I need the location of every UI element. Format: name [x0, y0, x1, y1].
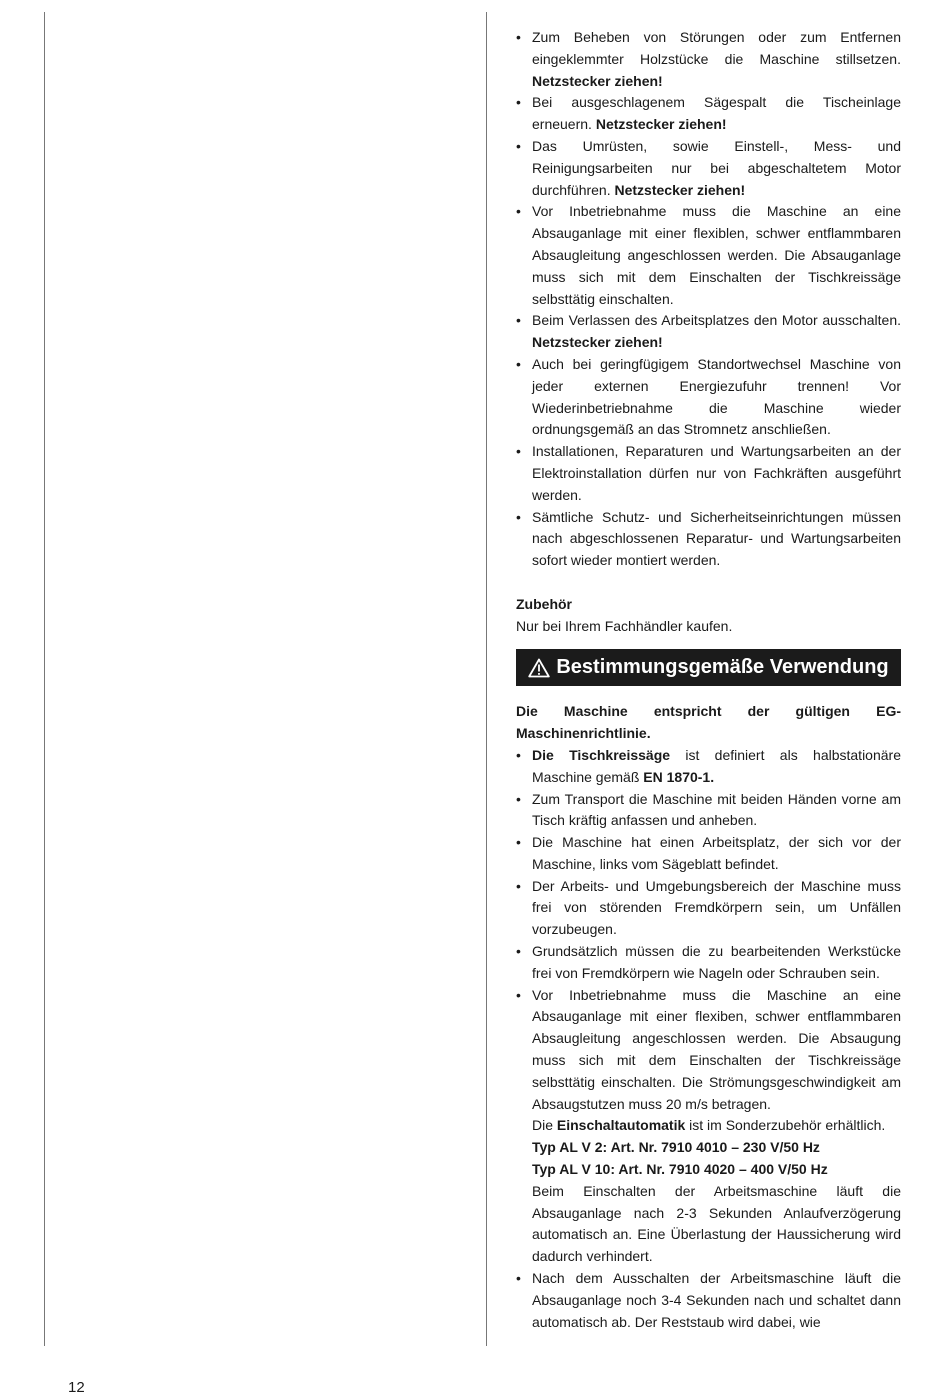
list-item: [516, 136, 901, 201]
unplug-warning: Netzstecker ziehen!: [532, 72, 663, 89]
unplug-warning: Netzstecker ziehen!: [595, 116, 727, 133]
list-item: [516, 310, 901, 354]
left-column-rule: [44, 12, 45, 1346]
item-text: Auch bei geringfügigem Standortwechsel Maschine von jeder externen Energiezufuhr trennen! Vor Wiederinbetriebnahme die Maschine wieder ordnungsgemäß an das Stromnetz anschließen.: [532, 355, 901, 438]
standard-ref: EN 1870-1.: [643, 768, 715, 785]
accessories-text: Nur bei Ihrem Fachhändler kaufen.: [516, 617, 733, 634]
product-name: Die Tischkreissäge: [532, 746, 671, 763]
usage-list: [516, 745, 901, 1334]
spacer: [516, 572, 901, 594]
unplug-warning: Netzstecker ziehen!: [532, 334, 663, 351]
item-text: Vor Inbetriebnahme muss die Maschine an eine Absauganlage mit einer flexiblen, schwer entflammbaren Absaugleitung angeschlossen werden. Die Absauganlage muss sich mit dem Einschalten der Tischkreissäge selbsttätig einschalten.: [532, 203, 901, 307]
item-paragraph: [532, 1115, 901, 1137]
list-item: [516, 745, 901, 789]
accessories-heading: Zubehör: [516, 595, 572, 612]
unplug-warning: Netzstecker ziehen!: [614, 181, 746, 198]
section-intro: Die Maschine entspricht der gültigen EG-Maschinenrichtlinie.: [516, 703, 901, 742]
list-item: [516, 354, 901, 441]
list-item: [516, 441, 901, 506]
model-spec-400v: Typ AL V 10: Art. Nr. 7910 4020 – 400 V/50 Hz: [532, 1161, 828, 1178]
item-text: Zum Beheben von Störungen oder zum Entfernen eingeklemmter Holzstücke die Maschine stillsetzen.: [532, 29, 901, 67]
list-item: [516, 201, 901, 310]
model-spec-230v: Typ AL V 2: Art. Nr. 7910 4010 – 230 V/50 Hz: [532, 1139, 820, 1156]
item-paragraph: Beim Einschalten der Arbeitsmaschine läuft die Absauganlage nach 2-3 Sekunden Anlaufverzögerung automatisch an. Eine Überlastung der Haussicherung wird dadurch verhindert.: [532, 1182, 901, 1265]
page-number: 12: [68, 1379, 85, 1396]
list-item: [516, 92, 901, 136]
list-item: • Die Maschine hat einen Arbeitsplatz, der sich vor der Maschine, links vom Sägeblatt befindet.: [516, 832, 901, 876]
item-text: Installationen, Reparaturen und Wartungsarbeiten an der Elektroinstallation dürfen nur von Fachkräften ausgeführt werden.: [532, 443, 901, 503]
section-header: [516, 649, 901, 686]
auto-switch-term: Einschaltautomatik: [556, 1117, 686, 1134]
list-item: • Zum Transport die Maschine mit beiden Händen vorne am Tisch kräftig anfassen und anheben.: [516, 789, 901, 833]
list-item: • Grundsätzlich müssen die zu bearbeitenden Werkstücke frei von Fremdkörpern wie Nageln oder Schrauben sein.: [516, 941, 901, 985]
safety-instructions-list: [516, 27, 901, 572]
section-title: Bestimmungsgemäße Verwendung: [556, 655, 889, 678]
list-item: [516, 985, 901, 1268]
item-text: Bei ausgeschlagenem Sägespalt die Tischeinlage erneuern.: [532, 94, 901, 133]
center-column-rule: [486, 12, 487, 1346]
item-text: Das Umrüsten, sowie Einstell-, Mess- und Reinigungsarbeiten nur bei abgeschaltetem Motor durchführen.: [532, 137, 901, 198]
list-item: • Nach dem Ausschalten der Arbeitsmaschine läuft die Absauganlage noch 3-4 Sekunden nach und schaltet dann automatisch ab. Der Reststaub wird dabei, wie: [516, 1268, 901, 1333]
right-column: [516, 27, 901, 1333]
list-item: • Der Arbeits- und Umgebungsbereich der Maschine muss frei von störenden Fremdkörpern sein, um Unfällen vorzubeugen.: [516, 876, 901, 941]
item-text: ist definiert als halbstationäre Maschine gemäß: [532, 746, 901, 785]
item-text: Die: [532, 1117, 557, 1134]
warning-triangle-icon: [528, 658, 550, 678]
list-item: [516, 507, 901, 572]
item-text: Sämtliche Schutz- und Sicherheitseinrichtungen müssen nach abgeschlossenen Reparatur- und Wartungsarbeiten sofort wieder montiert werden.: [532, 508, 901, 569]
item-text: ist im Sonderzubehör erhältlich.: [685, 1117, 886, 1134]
list-item: [516, 27, 901, 92]
item-paragraph: • Vor Inbetriebnahme muss die Maschine an eine Absauganlage mit einer flexiben, schwer entflammbaren Absaugleitung angeschlossen werden. Die Absaugung muss sich mit dem Einschalten der Tischkreissäge selbsttätig einschalten. Die Strömungsgeschwindigkeit am Absaugstutzen muss 20 m/s betragen.: [532, 986, 901, 1112]
item-text: Beim Verlassen des Arbeitsplatzes den Motor ausschalten.: [532, 312, 901, 329]
